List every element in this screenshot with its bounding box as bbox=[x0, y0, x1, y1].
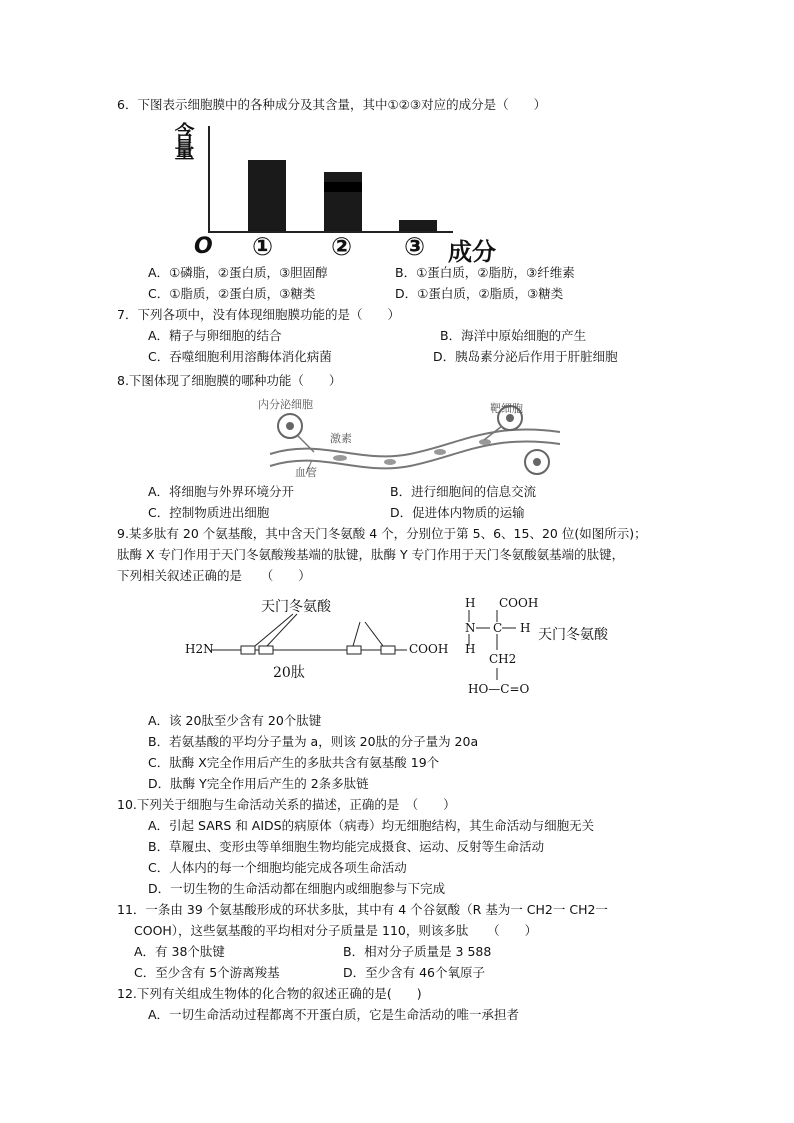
q11-option-d: D．至少含有 46个氧原子 bbox=[343, 965, 486, 980]
q9-peptide-label: 20肽 bbox=[273, 665, 305, 681]
q7-option-d: D．胰岛素分泌后作用于肝脏细胞 bbox=[433, 349, 618, 364]
q9-n-terminus: H2N bbox=[185, 642, 214, 656]
q6-x-label: 成分 bbox=[448, 238, 496, 266]
q10-option-d: D．一切生物的生命活动都在细胞内或细胞参与下完成 bbox=[148, 881, 446, 896]
q11-stem-line1: 11．一条由 39 个氨基酸形成的环状多肽，其中有 4 个谷氨酸（R 基为一 CH2一 CH2一 bbox=[117, 902, 608, 917]
q9-c-terminus: COOH bbox=[409, 642, 449, 656]
q10-option-a: A．引起 SARS 和 AIDS的病原体（病毒）均无细胞结构，其生命活动与细胞无关 bbox=[148, 818, 595, 833]
q9-option-c: C．肽酶 X完全作用后产生的多肽共含有氨基酸 19个 bbox=[148, 755, 440, 770]
q9-stem-line1: 9.某多肽有 20 个氨基酸，其中含天门冬氨酸 4 个，分别位于第 5、6、15、20 位(如图所示)； bbox=[117, 526, 647, 541]
q12-option-a: A．一切生命活动过程都离不开蛋白质，它是生命活动的唯一承担者 bbox=[148, 1007, 520, 1022]
q7-option-a: A．精子与卵细胞的结合 bbox=[148, 328, 282, 343]
q12-stem: 12.下列有关组成生物体的化合物的叙述正确的是( ) bbox=[117, 986, 422, 1001]
q8-label-vessel: 血管 bbox=[295, 466, 317, 479]
q9-struct-label: 天门冬氨酸 bbox=[538, 627, 608, 643]
q6-cat-1: ① bbox=[252, 232, 274, 261]
q9-peptide-figure bbox=[185, 596, 450, 686]
q6-cat-3: ③ bbox=[404, 232, 426, 261]
q6-origin: O bbox=[194, 234, 213, 259]
q8-stem: 8.下图体现了细胞膜的哪种功能（ ） bbox=[117, 373, 342, 388]
q7-option-b: B．海洋中原始细胞的产生 bbox=[440, 328, 587, 343]
q9-aspartate-structure bbox=[462, 594, 622, 698]
q6-chart bbox=[168, 116, 528, 264]
q6-bar-2-band bbox=[324, 182, 362, 192]
q9-struct-n: N bbox=[465, 621, 476, 635]
q8-option-d: D．促进体内物质的运输 bbox=[390, 505, 525, 520]
q8-figure bbox=[240, 396, 570, 480]
q10-stem: 10.下列关于细胞与生命活动关系的描述，正确的是 （ ） bbox=[117, 797, 456, 812]
q6-option-d: D．①蛋白质，②脂质，③糖类 bbox=[395, 286, 564, 301]
q9-stem-line3: 下列相关叙述正确的是 （ ） bbox=[117, 568, 311, 583]
q6-bar-1 bbox=[248, 160, 286, 231]
q6-y-axis bbox=[208, 126, 210, 232]
q8-label-endocrine: 内分泌细胞 bbox=[258, 398, 313, 411]
q9-struct-bottom: HO—C=O bbox=[468, 682, 530, 696]
q9-struct-h2: H bbox=[520, 621, 531, 635]
q9-option-b: B．若氨基酸的平均分子量为 a，则该 20肽的分子量为 20a bbox=[148, 734, 479, 749]
q8-label-hormone: 激素 bbox=[330, 432, 352, 445]
q6-bar-2 bbox=[324, 172, 362, 231]
q7-stem: 7．下列各项中，没有体现细胞膜功能的是（ ） bbox=[117, 307, 400, 322]
q9-chain bbox=[185, 596, 450, 686]
q10-option-b: B．草履虫、变形虫等单细胞生物均能完成摄食、运动、反射等生命活动 bbox=[148, 839, 545, 854]
q8-option-a: A．将细胞与外界环境分开 bbox=[148, 484, 295, 499]
q6-option-b: B．①蛋白质，②脂肪，③纤维素 bbox=[395, 265, 575, 280]
q8-label-target: 靶细胞 bbox=[490, 402, 523, 415]
q9-struct-ch2: CH2 bbox=[489, 652, 517, 666]
q6-stem: 6．下图表示细胞膜中的各种成分及其含量，其中①②③对应的成分是（ ） bbox=[117, 97, 547, 112]
q9-struct-h1: H bbox=[465, 596, 476, 610]
q9-struct-cooh: COOH bbox=[499, 596, 539, 610]
q6-option-c: C．①脂质，②蛋白质，③糖类 bbox=[148, 286, 316, 301]
q11-stem-line2: COOH），这些氨基酸的平均相对分子质量是 110，则该多肽 （ ） bbox=[134, 923, 538, 938]
q8-option-c: C．控制物质进出细胞 bbox=[148, 505, 270, 520]
q6-bar-3 bbox=[399, 220, 437, 231]
q9-option-d: D．肽酶 Y完全作用后产生的 2条多肽链 bbox=[148, 776, 369, 791]
q11-option-c: C．至少含有 5个游离羧基 bbox=[134, 965, 280, 980]
q8-option-b: B．进行细胞间的信息交流 bbox=[390, 484, 537, 499]
q7-option-c: C．吞噬细胞利用溶酶体消化病菌 bbox=[148, 349, 332, 364]
q10-option-c: C．人体内的每一个细胞均能完成各项生命活动 bbox=[148, 860, 407, 875]
q9-struct-h3: H bbox=[465, 642, 476, 656]
q6-y-label: 含量 bbox=[171, 122, 195, 158]
q6-cat-2: ② bbox=[331, 232, 353, 261]
q6-option-a: A．①磷脂，②蛋白质，③胆固醇 bbox=[148, 265, 328, 280]
q9-option-a: A．该 20肽至少含有 20个肽键 bbox=[148, 713, 322, 728]
q11-option-b: B．相对分子质量是 3 588 bbox=[343, 944, 492, 959]
q11-option-a: A．有 38个肽键 bbox=[134, 944, 225, 959]
q9-stem-line2: 肽酶 X 专门作用于天门冬氨酸羧基端的肽键，肽酶 Y 专门作用于天门冬氨酸氨基端的肽键， bbox=[117, 547, 625, 562]
q9-asp-label: 天门冬氨酸 bbox=[261, 599, 331, 615]
q9-struct-c: C bbox=[493, 621, 503, 635]
